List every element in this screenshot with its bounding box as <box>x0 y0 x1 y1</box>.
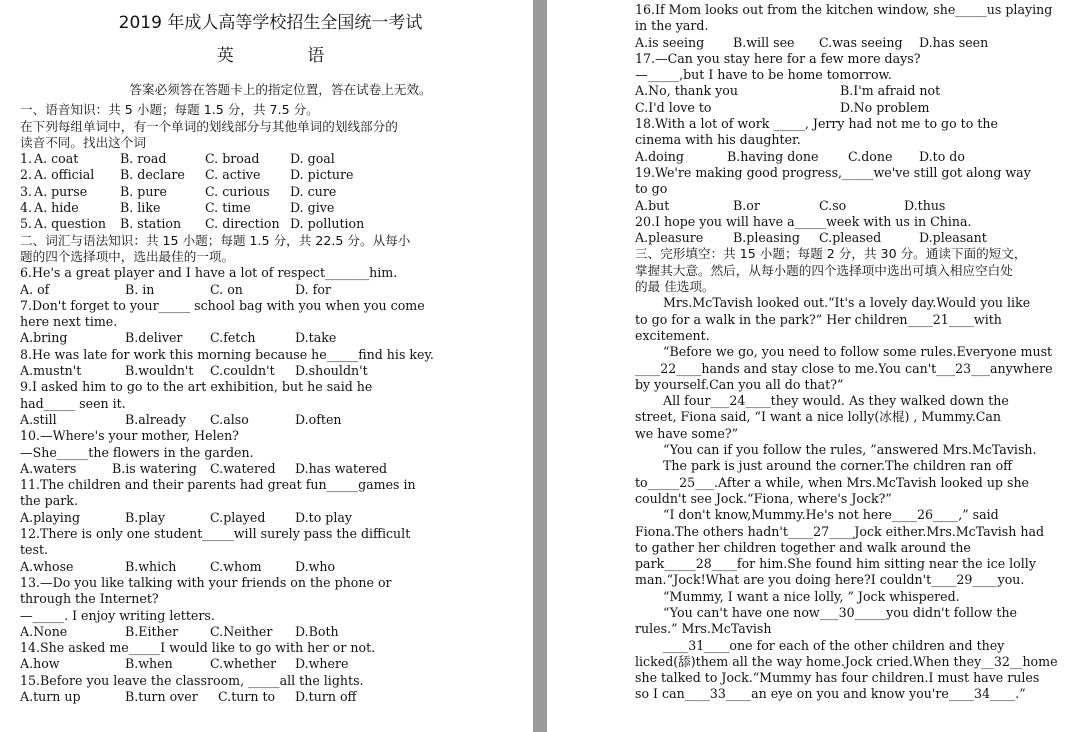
option-d: D.who <box>295 558 336 574</box>
option-d: D. picture <box>290 167 354 183</box>
question-16-line: 16.If Mom looks out from the kitchen window, she_____us playing <box>635 2 1053 17</box>
option-a: A.but <box>635 197 670 213</box>
question-13-line: through the Internet? <box>20 591 159 607</box>
question-10-line: —She_____the flowers in the garden. <box>20 444 254 460</box>
question-14: 14.She asked me_____I would like to go with her or not. <box>20 640 376 656</box>
option-b: B.which <box>125 558 177 574</box>
passage-line: man.“Jock!What are you doing here?I couldn't____29____you. <box>635 572 1025 588</box>
question-12-line: 12.There is only one student_____will surely pass the difficult <box>20 526 411 542</box>
q6-options <box>20 282 521 298</box>
section2-title-line: 题的四个选择项中，选出最佳的一项。 <box>20 248 235 264</box>
option-d: D. goal <box>290 151 335 167</box>
passage-line: by yourself.Can you all do that?” <box>635 376 844 392</box>
option-a: A.mustn't <box>20 363 82 379</box>
option-d: D.pleasant <box>919 230 987 246</box>
q9-options <box>20 412 521 428</box>
option-b: B.Either <box>125 623 179 639</box>
passage-line: The park is just around the corner.The children ran off <box>663 458 1013 474</box>
question-9-line: had_____ seen it. <box>20 395 126 411</box>
q20-options <box>635 230 1066 246</box>
q12-options <box>20 559 521 575</box>
question-19-line: 19.We're making good progress,_____we've still got along way <box>635 164 1031 180</box>
option-c: C.Neither <box>210 623 273 639</box>
option-d: D.has watered <box>295 460 388 476</box>
question-10-line: 10.—Where's your mother, Helen? <box>20 428 239 444</box>
option-b: B.already <box>125 411 186 427</box>
option-c: C. broad <box>205 151 260 167</box>
q8-options <box>20 363 521 379</box>
option-a: A.still <box>20 411 57 427</box>
passage-line: “You can if you follow the rules, ”answered Mrs.McTavish. <box>663 442 1037 458</box>
passage-line: so I can____33____an eye on you and know you're____34____.” <box>635 686 1026 702</box>
option-d: D.to do <box>919 148 965 164</box>
option-d: D.Both <box>295 623 339 639</box>
option-a: A.turn up <box>20 688 81 704</box>
option-a: A.None <box>20 623 68 639</box>
question-8: 8.He was late for work this morning because he_____find his key. <box>20 346 434 362</box>
passage-line: “Before we go, you need to follow some rules.Everyone must <box>663 344 1053 360</box>
option-a: A.pleasure <box>635 230 704 246</box>
q7-options <box>20 330 521 346</box>
passage-line: park_____28____for him.She found him sitting near the ice lolly <box>635 556 1036 572</box>
phonetics-row <box>20 216 521 232</box>
passage-line: All four___24____they would. As they walked down the <box>663 393 1009 409</box>
option-d: D.turn off <box>295 688 357 704</box>
passage-line: excitement. <box>635 327 710 343</box>
option-c: C. curious <box>205 183 270 199</box>
option-b: B.or <box>733 197 760 213</box>
question-number: 5. <box>20 216 33 232</box>
option-d: D. give <box>290 200 335 216</box>
passage-line: to gather her children together and walk around the <box>635 539 971 555</box>
question-18-line: cinema with his daughter. <box>635 132 801 148</box>
question-17-line: —_____,but I have to be home tomorrow. <box>635 67 892 83</box>
question-7-line: here next time. <box>20 314 118 330</box>
q19-options <box>635 198 1066 214</box>
section3-title-line: 的最 佳选项。 <box>635 279 715 295</box>
exam-page-left <box>0 0 533 732</box>
q13-options <box>20 624 521 640</box>
passage-line: licked(舔)them all the way home.Jock cried.When they__32__home <box>635 653 1058 669</box>
option-b: B.deliver <box>125 330 183 346</box>
exam-subject: 英 语 <box>216 46 359 66</box>
option-b: B. station <box>120 216 182 232</box>
option-a: A.No, thank you <box>635 83 738 99</box>
option-b: B.when <box>125 656 173 672</box>
option-c: C. time <box>205 200 251 216</box>
option-d: D.take <box>295 330 337 346</box>
option-b: B.pleasing <box>733 230 800 246</box>
option-a: A.waters <box>20 460 77 476</box>
option-d: D.has seen <box>919 34 989 50</box>
passage-line: she talked to Jock.“Mummy has four children.I must have rules <box>635 670 1040 686</box>
section3-title-line: 掌握其大意。然后，从每小题的四个选择项中选出可填入相应空白处 <box>635 262 1013 278</box>
q14-options <box>20 656 521 672</box>
section1-desc-line: 在下列每组单词中，有一个单词的划线部分与其他单词的划线部分的 <box>20 118 398 134</box>
question-11-line: 11.The children and their parents had great fun_____games in <box>20 477 416 493</box>
option-c: C.whom <box>210 558 262 574</box>
option-a: A. of <box>20 281 50 297</box>
option-a: A. coat <box>34 151 79 167</box>
option-c: C.pleased <box>819 230 882 246</box>
option-d: D. pollution <box>290 216 365 232</box>
question-13-line: 13.—Do you like talking with your friends on the phone or <box>20 574 392 590</box>
option-d: D.thus <box>904 197 946 213</box>
q18-options <box>635 149 1066 165</box>
passage-line: we have some?” <box>635 425 739 441</box>
page-gap <box>533 0 547 732</box>
option-d: D. cure <box>290 183 337 199</box>
option-b: B. declare <box>120 167 185 183</box>
option-d: D.to play <box>295 509 353 525</box>
option-d: D.where <box>295 656 349 672</box>
passage-line: Mrs.McTavish looked out.“It's a lovely day.Would you like <box>663 295 1031 311</box>
passage-line: “I don't know,Mummy.He's not here____26____,” said <box>663 507 999 523</box>
passage-line: street, Fiona said, “I want a nice lolly(冰棍) , Mummy.Can <box>635 409 1001 425</box>
option-c: C.turn to <box>218 688 276 704</box>
option-b: B. in <box>125 281 155 297</box>
phonetics-list <box>20 151 521 232</box>
q11-options <box>20 510 521 526</box>
option-b: B.is watering <box>112 460 197 476</box>
cloze-passage <box>635 295 1066 702</box>
option-d: D.often <box>295 411 342 427</box>
question-15: 15.Before you leave the classroom, _____all the lights. <box>20 672 364 688</box>
question-number: 2. <box>20 167 33 183</box>
phonetics-row <box>20 167 521 183</box>
passage-line: rules.” Mrs.McTavish <box>635 621 772 637</box>
passage-line: couldn't see Jock.“Fiona, where's Jock?” <box>635 490 892 506</box>
passage-line: to_____25___.After a while, when Mrs.McTavish looked up she <box>635 474 1030 490</box>
option-a: A.how <box>20 656 60 672</box>
option-a: A. official <box>34 167 95 183</box>
phonetics-row <box>20 184 521 200</box>
q17-options-row2 <box>635 100 1066 116</box>
exam-page-right <box>547 0 1080 732</box>
question-number: 3. <box>20 183 33 199</box>
q16-options <box>635 35 1066 51</box>
option-a: A. hide <box>34 200 79 216</box>
passage-line: “You can't have one now___30_____you didn't follow the <box>663 604 1018 620</box>
section1-desc-line: 读音不同。找出这个词 <box>20 134 146 150</box>
option-a: A.doing <box>635 148 684 164</box>
option-a: A. purse <box>34 183 88 199</box>
option-b: B.having done <box>727 148 819 164</box>
passage-line: to go for a walk in the park?” Her children____21____with <box>635 311 1002 327</box>
option-b: B. pure <box>120 183 167 199</box>
question-6: 6.He's a great player and I have a lot of respect_______him. <box>20 265 398 281</box>
option-c: C.played <box>210 509 266 525</box>
question-9-line: 9.I asked him to go to the art exhibition, but he said he <box>20 379 373 395</box>
option-c: C.fetch <box>210 330 256 346</box>
question-17-line: 17.—Can you stay here for a few more days? <box>635 50 921 66</box>
question-20: 20.I hope you will have a_____week with us in China. <box>635 213 972 229</box>
question-number: 1. <box>20 151 33 167</box>
option-b: B.wouldn't <box>125 363 194 379</box>
option-c: C.also <box>210 411 249 427</box>
option-d: D. for <box>295 281 331 297</box>
option-b: B.turn over <box>125 688 198 704</box>
option-b: B.will see <box>733 34 795 50</box>
option-a: A.is seeing <box>635 34 705 50</box>
option-c: C.whether <box>210 656 277 672</box>
option-d: D.shouldn't <box>295 363 368 379</box>
option-b: B.I'm afraid not <box>840 83 941 99</box>
section3-title-line: 三、完形填空：共 15 小题；每题 2 分，共 30 分。通读下面的短文， <box>635 246 1027 262</box>
phonetics-row <box>20 200 521 216</box>
section2-title-line: 二、词汇与语法知识：共 15 小题；每题 1.5 分，共 22.5 分。从每小 <box>20 232 411 248</box>
q17-options-row1 <box>635 83 1066 99</box>
exam-title: 2019 年成人高等学校招生全国统一考试 <box>118 13 423 33</box>
q15-options <box>20 689 521 705</box>
passage-line: ____22____hands and stay close to me.You can't___23___anywhere <box>635 360 1053 376</box>
option-d: D.No problem <box>840 99 930 115</box>
option-c: C. on <box>210 281 243 297</box>
question-16-line: in the yard. <box>635 18 709 34</box>
option-c: C.I'd love to <box>635 99 712 115</box>
question-18-line: 18.With a lot of work _____, Jerry had not me to go to the <box>635 116 998 132</box>
option-b: B.play <box>125 509 165 525</box>
q10-options <box>20 461 521 477</box>
option-a: A. question <box>34 216 106 232</box>
option-a: A.playing <box>20 509 81 525</box>
passage-line: “Mummy, I want a nice lolly, ” Jock whispered. <box>663 588 960 604</box>
option-c: C. direction <box>205 216 280 232</box>
option-c: C.done <box>848 148 893 164</box>
option-a: A.whose <box>20 558 74 574</box>
option-c: C.was seeing <box>819 34 903 50</box>
option-c: C.couldn't <box>210 363 275 379</box>
phonetics-row <box>20 151 521 167</box>
option-b: B. road <box>120 151 167 167</box>
option-b: B. like <box>120 200 161 216</box>
passage-line: ____31____one for each of the other children and they <box>663 637 1005 653</box>
section1-title: 一、语音知识：共 5 小题；每题 1.5 分，共 7.5 分。 <box>20 102 319 118</box>
passage-line: Fiona.The others hadn't____27____Jock either.Mrs.McTavish had <box>635 523 1045 539</box>
question-11-line: the park. <box>20 493 78 509</box>
option-c: C. active <box>205 167 261 183</box>
question-12-line: test. <box>20 542 49 558</box>
exam-instruction: 答案必须答在答题卡上的指定位置，答在试卷上无效。 <box>129 82 432 97</box>
question-7-line: 7.Don't forget to your_____ school bag with you when you come <box>20 297 425 313</box>
question-19-line: to go <box>635 181 668 197</box>
option-c: C.so <box>819 197 847 213</box>
option-a: A.bring <box>20 330 68 346</box>
question-number: 4. <box>20 200 33 216</box>
question-13-line: —_____. I enjoy writing letters. <box>20 607 215 623</box>
option-c: C.watered <box>210 460 276 476</box>
